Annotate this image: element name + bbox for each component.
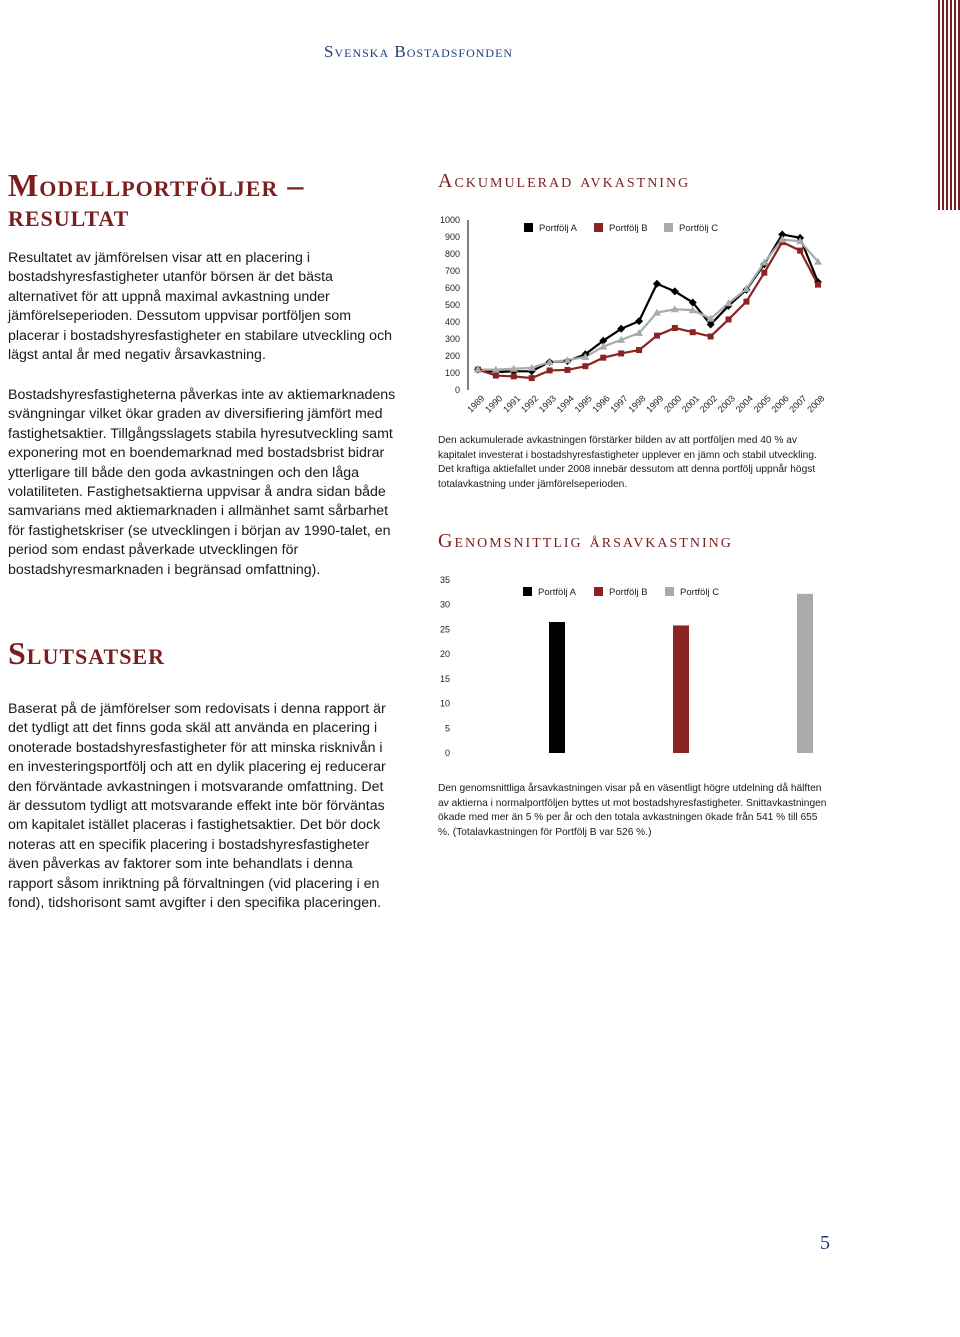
chart2-title: Genomsnittlig årsavkastning xyxy=(438,530,733,552)
y-tick-label: 15 xyxy=(439,673,450,684)
y-tick-label: 30 xyxy=(439,599,450,610)
x-tick-label: 2005 xyxy=(751,393,773,415)
data-point xyxy=(690,329,696,335)
section-title-line1: Modellportföljer – xyxy=(8,167,305,203)
intro-paragraph: Resultatet av jämförelsen visar att en placering i bostadshyresfastigheter utanför börsen är det bästa alternativet för att uppnå maximal avkastning under jämförelseperioden. Dessutom uppvisar portföljen som placerar i bostadshyresfastigheter en stabilare utveckling och lägst antal år med negativ årsavkastning. xyxy=(8,250,393,364)
data-point xyxy=(600,355,606,361)
legend-label: Portfölj B xyxy=(609,587,648,598)
x-tick-label: 1998 xyxy=(626,393,648,415)
diversification-paragraph: Bostadshyresfastigheterna påverkas inte av aktiemarknadens svängningar vilket ökar graden av diversifiering jämfört med fastighetsaktier. Tillgångsslagets stabila hyresutveckling samt exponering mot en boendemarknad med bostadsbrist bidrar ytterligare till både den goda avkastningen och den låga volatiliteten. Fastighetsaktierna uppvisar å andra sidan både samvarians med aktiemarknaden i allmänhet samt sårbarhet för fastighetskriser (se utvecklingen i början av 1990-talet, en period som endast påverkade utvecklingen för bostadshyresmarknaden i begränsad omfattning). xyxy=(8,387,396,578)
x-tick-label: 2001 xyxy=(679,393,702,415)
data-point xyxy=(529,375,535,381)
legend-swatch xyxy=(524,223,533,232)
data-point xyxy=(797,248,803,254)
y-tick-label: 200 xyxy=(444,351,460,361)
x-tick-label: 1995 xyxy=(572,393,594,415)
legend-swatch xyxy=(594,587,603,596)
legend-swatch xyxy=(594,223,603,232)
conclusions-paragraph: Baserat på de jämförelser som redovisats i denna rapport är det tydligt att det finns goda skäl att använda en placering i onoterade bostadshyresfastigheter för att minska risknivån i en investeringsportfölj och att en dylik placering ej reducerar den förväntade avkastningen i motsvarande omfattning. Det är dessutom tydligt att motsvarande effekt inte bör förväntas om kapitalet istället placeras i fastighetsaktier. Det bör dock noteras att en specifik placering i bostadshyresfastigheter även påverkas av faktorer som inte behandlats i denna rapport såsom inriktning på förvaltningen (vid placering i en fond), tidshorisont samt avgifter i den specifika placeringen. xyxy=(8,701,386,912)
legend-swatch xyxy=(523,587,532,596)
x-tick-label: 1997 xyxy=(608,393,630,415)
chart2-caption: Den genomsnittliga årsavkastningen visar på en väsentligt högre utdelning då hälften av aktierna i normalportföljen byttes ut mot bostadshyresfastigheter. Snittavkastningen ökade med mer än 5 % per år och den totala avkastningen ökade från 541 % till 655 %. (Totalavkastningen för Portfölj B var 526 %.) xyxy=(438,783,827,838)
data-point xyxy=(708,333,714,339)
conclusions-title: Slutsatser xyxy=(8,635,165,671)
x-tick-label: 1992 xyxy=(518,393,541,415)
x-tick-label: 1993 xyxy=(536,393,559,415)
x-tick-label: 2006 xyxy=(769,393,791,415)
data-point xyxy=(564,367,570,373)
data-point xyxy=(743,299,749,305)
data-point xyxy=(493,373,499,379)
data-point xyxy=(672,325,678,331)
y-tick-label: 500 xyxy=(444,300,460,310)
y-tick-label: 5 xyxy=(444,723,450,734)
y-tick-label: 800 xyxy=(444,249,460,259)
x-tick-label: 1996 xyxy=(590,393,612,415)
y-tick-label: 700 xyxy=(444,266,460,276)
x-tick-label: 1999 xyxy=(644,393,666,415)
y-tick-label: 100 xyxy=(444,368,460,378)
x-tick-label: 2004 xyxy=(733,393,755,415)
series-line xyxy=(478,234,818,372)
y-tick-label: 1000 xyxy=(439,215,460,225)
section-title-line2: resultat xyxy=(8,197,130,233)
y-tick-label: 10 xyxy=(439,698,450,709)
section-title xyxy=(8,167,305,233)
y-tick-label: 400 xyxy=(444,317,460,327)
x-tick-label: 2003 xyxy=(715,393,738,415)
data-point xyxy=(618,350,624,356)
bar xyxy=(797,594,813,753)
side-decoration-bar xyxy=(938,0,960,210)
chart1-title: Ackumulerad avkastning xyxy=(438,170,691,192)
data-point xyxy=(635,317,643,325)
y-tick-label: 300 xyxy=(444,334,460,344)
data-point xyxy=(636,347,642,353)
y-tick-label: 900 xyxy=(444,232,460,242)
data-point xyxy=(547,367,553,373)
y-tick-label: 20 xyxy=(439,649,450,660)
legend-swatch xyxy=(664,223,673,232)
data-point xyxy=(582,363,588,369)
y-tick-label: 0 xyxy=(454,385,460,395)
x-tick-label: 1990 xyxy=(483,393,505,415)
legend-label: Portfölj B xyxy=(609,223,648,234)
data-point xyxy=(815,282,821,288)
data-point xyxy=(761,270,767,276)
page-number: 5 xyxy=(820,1232,830,1254)
y-tick-label: 0 xyxy=(444,748,450,758)
legend-label: Portfölj C xyxy=(680,587,720,598)
legend-swatch xyxy=(665,587,674,596)
series-line xyxy=(478,242,818,378)
x-tick-label: 1994 xyxy=(554,393,576,415)
page-header-title: Svenska Bostadsfonden xyxy=(324,42,514,61)
y-tick-label: 25 xyxy=(439,624,450,635)
x-tick-label: 2008 xyxy=(805,393,827,415)
y-tick-label: 600 xyxy=(444,283,460,293)
data-point xyxy=(726,316,732,322)
legend-label: Portfölj A xyxy=(539,223,578,234)
legend-label: Portfölj A xyxy=(538,587,577,598)
legend-label: Portfölj C xyxy=(679,223,719,234)
data-point xyxy=(511,373,517,379)
x-tick-label: 2000 xyxy=(662,393,684,415)
bar xyxy=(549,622,565,753)
x-tick-label: 1989 xyxy=(465,393,487,415)
x-tick-label: 2007 xyxy=(787,393,809,415)
chart1-caption: Den ackumulerade avkastningen förstärker bilden av att portföljen med 40 % av kapitalet investerat i bostadshyresfastigheter upplever en jämn och stabil utveckling. Det kraftiga aktiefallet under 2008 innebär dessutom att denna portfölj uppnår högst totalavkastning under jämförelseperioden. xyxy=(438,435,817,490)
bar xyxy=(673,625,689,753)
x-tick-label: 1991 xyxy=(501,393,523,415)
y-tick-label: 35 xyxy=(439,575,450,585)
data-point xyxy=(654,333,660,339)
x-tick-label: 2002 xyxy=(697,393,720,415)
average-annual-return-chart xyxy=(430,570,840,765)
data-point xyxy=(653,280,661,288)
accumulated-return-chart xyxy=(430,208,840,428)
